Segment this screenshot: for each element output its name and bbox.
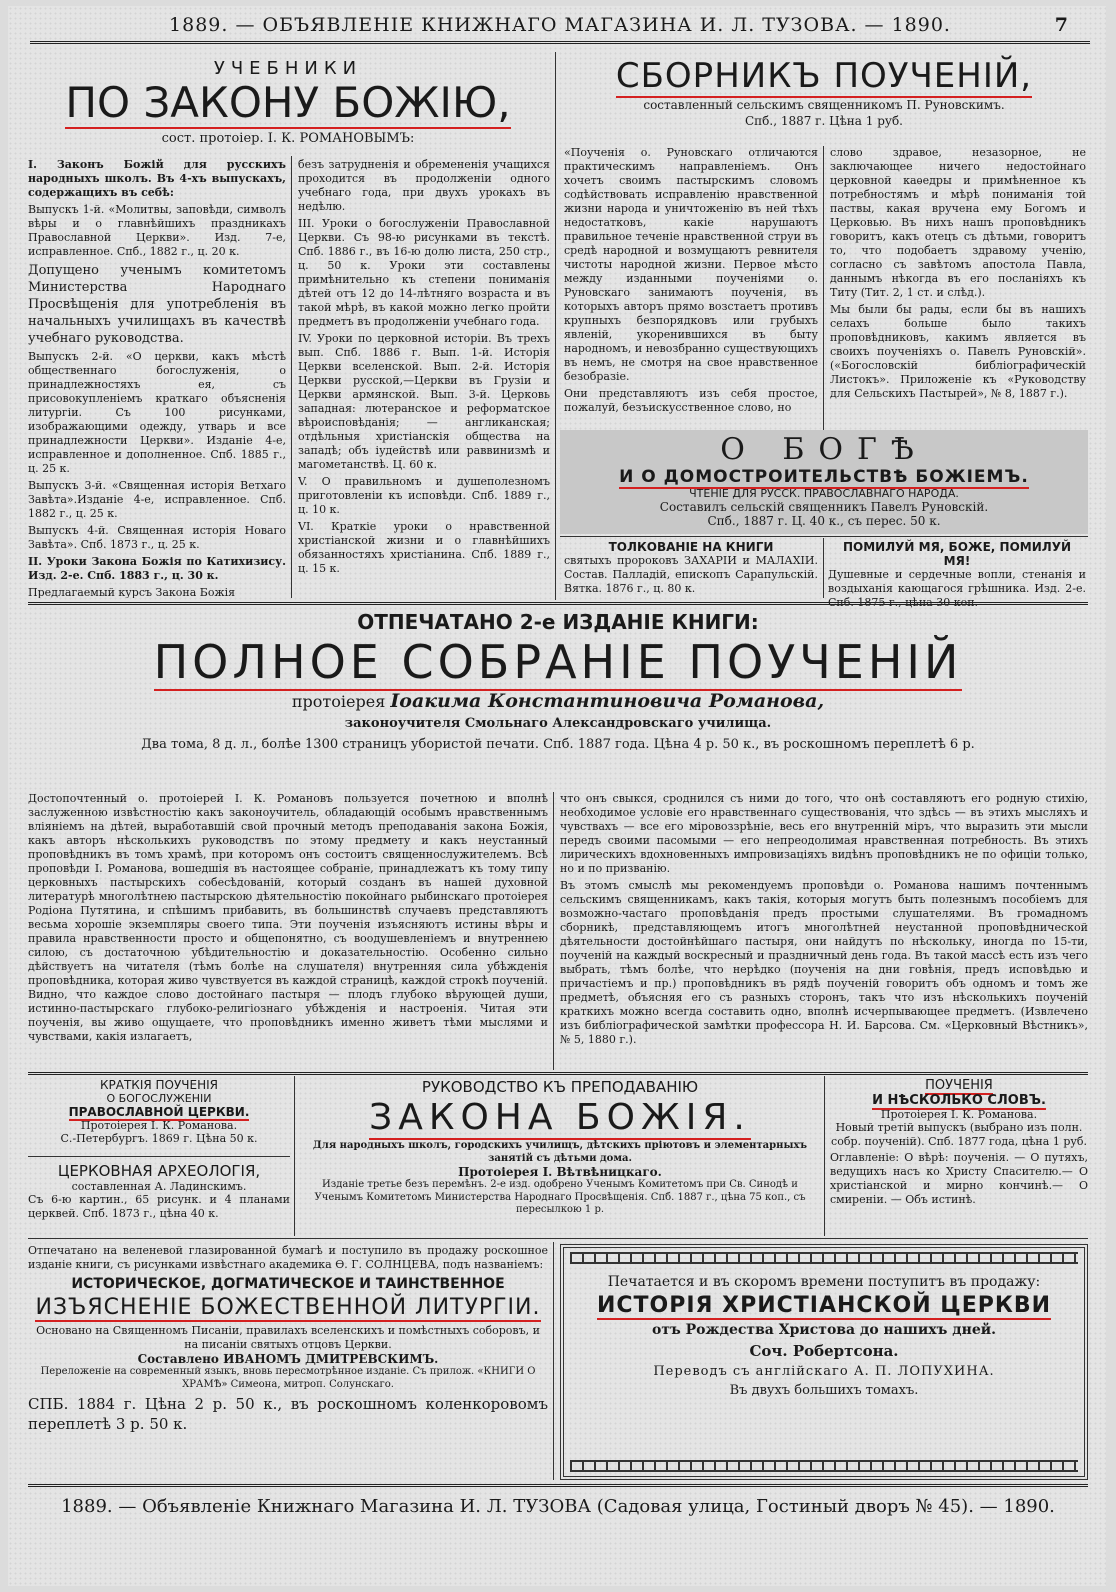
kratkie (28, 1078, 290, 1145)
liturgia-title: ИЗЪЯСНЕНІЕ БОЖЕСТВЕННОЙ ЛИТУРГІИ. (35, 1295, 541, 1320)
liturgia-price: СПБ. 1884 г. Цѣна 2 р. 50 к., въ роскошномъ коленкоровомъ переплетѣ 3 р. 50 к. (28, 1395, 548, 1433)
istoria-title: ИСТОРІЯ ХРИСТІАНСКОЙ ЦЕРКВИ (596, 1293, 1052, 1318)
obog-line2: Составилъ сельскій священникъ Павелъ Руновскій. (659, 500, 989, 514)
liturgia-l1: Основано на Священномъ Писаніи, правилахъ вселенскихъ и помѣстныхъ соборовъ, и на писаніи святыхъ отцовъ Церкви. (36, 1324, 540, 1351)
polnoe-heading (28, 610, 1088, 752)
textbooks-col2 (298, 158, 550, 598)
sbornik-subtitle: составленный сельскимъ священникомъ П. Руновскимъ. (643, 98, 1005, 112)
rukovodstvo-title: ЗАКОНА БОЖІЯ. (369, 1097, 751, 1138)
textbooks-item: IV. Уроки по церковной исторіи. Въ трехъ вып. Спб. 1886 г. Вып. 1-й. Исторія Церкви вселенской. Вып. 2-й. Исторія Церкви русской,—Церкви въ Грузіи и Церкви армянской. Вып. 3-й. Церковь западная: лютеранское и реформатское вѣроисповѣданія; — англиканская; отдѣльныя христіанскія общества на западѣ; объ іудействѣ или раввинизмѣ и магометанствѣ. Ц. 60 к. (298, 332, 550, 471)
page-footer: 1889. — Объявленіе Книжнаго Магазина И. Л. ТУЗОВА (Садовая улица, Гостиный дворъ № 45). — 1890. (61, 1496, 1055, 1517)
rukovodstvo-l3: Изданіе третье безъ перемѣнъ. 2-е изд. одобрено Ученымъ Комитетомъ при Св. Синодѣ и Ученымъ Комитетомъ Министерства Народнаго Просвѣщенія. Спб. 1887 г., цѣна 75 коп., съ пересылкою 1 р. (314, 1179, 806, 1215)
polnoe-author-pre: протоіерея (291, 692, 386, 711)
textbooks-col1 (28, 158, 286, 598)
sbornik-text: Они представляютъ изъ себя простое, пожалуй, безъискусственное слово, но (564, 387, 818, 414)
page-number: 7 (1054, 14, 1068, 36)
tolkovanie-title: ТОЛКОВАНІЕ НА КНИГИ (608, 540, 774, 554)
istoria-l1: Печатается и въ скоромъ времени поступитъ въ продажу: (607, 1274, 1041, 1290)
page-header (30, 6, 1090, 44)
header-title: 1889. — ОБЪЯВЛЕНІЕ КНИЖНАГО МАГАЗИНА И. Л. ТУЗОВА. — 1890. (169, 14, 951, 36)
pouchenia-l1: ПОУЧЕНІЯ (925, 1078, 993, 1093)
arkheologia-l2: Съ 6-ю картин., 65 рисунк. и 4 планами церквей. Спб. 1873 г., цѣна 40 к. (28, 1193, 290, 1220)
sbornik-price: Спб., 1887 г. Цѣна 1 руб. (744, 114, 903, 128)
polnoe-author: Іоакима Константиновича Романова, (390, 690, 825, 712)
arkheologia-l1: составленная А. Ладинскимъ. (71, 1180, 247, 1193)
pouchenia-l4: Новый третій выпускъ (выбрано изъ полн. собр. поученій). Спб. 1877 года, цѣна 1 руб. (831, 1121, 1087, 1148)
liturgia (28, 1244, 548, 1434)
sbornik-text: «Поученія о. Руновскаго отличаются практическимъ направленіемъ. Онъ хочетъ своимъ пастырскимъ словомъ содѣйствовать исправленію нравственной жизни народа и уничтоженію въ ней тѣхъ недостатковъ, какіе нарушаютъ правильное теченіе нравственной струи въ средѣ народной и возмущаютъ ревнителя чистоты народной жизни. Первое мѣсто между изданными поученіями о. Руновскаго занимаютъ поученія, въ которыхъ авторъ прямо возстаетъ противъ крупныхъ безпорядковъ или грубыхъ явленій, укоренившихся въ быту народномъ, и невозбранно существующихъ въ немъ, не смотря на свое нравственное безобразіе. (564, 146, 818, 383)
pomilui-title: ПОМИЛУЙ МЯ, БОЖЕ, ПОМИЛУЙ МЯ! (842, 540, 1072, 568)
polnoe-title: ПОЛНОЕ СОБРАНІЕ ПОУЧЕНІЙ (153, 635, 963, 689)
obog-line3: Спб., 1887 г. Ц. 40 к., съ перес. 50 к. (707, 514, 941, 528)
polnoe-text: что онъ свыкся, сроднился съ ними до того, что онѣ составляютъ его родную стихію, необходимое условіе его нравственнаго существованія, что здѣсь — въ этихъ мысляхъ и чувствахъ — все его міровоззрѣніе, весь его внутренній міръ, что выразить эти мысли передъ своими пасомыми — его непреодолимая нравственная потребность. Въ этихъ лирическихъ вдохновенныхъ импровизаціяхъ видѣнъ проповѣдникъ не по офиціи только, но и по призванію. (560, 792, 1088, 875)
textbooks-item: Выпускъ 3-й. «Священная исторія Ветхаго Завѣта».Изданіе 4-е, исправленное. Спб. 1882 г., ц. 25 к. (28, 479, 286, 520)
polnoe-details: Два тома, 8 д. л., болѣе 1300 страницъ убористой печати. Спб. 1887 года. Цѣна 4 р. 50 к., въ роскошномъ переплетѣ 6 р. (141, 737, 975, 752)
obog-title2: И О ДОМОСТРОИТЕЛЬСТВѢ БОЖІЕМЪ. (619, 467, 1029, 487)
textbooks-item: V. О правильномъ и душеполезномъ приготовленіи къ исповѣди. Спб. 1889 г., ц. 10 к. (298, 475, 550, 516)
pouchenia-l5: Оглавленіе: О вѣрѣ: поученія. — О путяхъ, ведущихъ насъ ко Христу Спасителю.— О христіанской и мирно кончинѣ.— О смиреніи. — Объ истинѣ. (830, 1151, 1088, 1206)
liturgia-intro: Отпечатано на веленевой глазированной бумагѣ и поступило въ продажу роскошное изданіе книги, съ рисунками извѣстнаго академика Ѳ. Г. СОЛНЦЕВА, подъ названіемъ: (28, 1244, 548, 1271)
rukovodstvo-kicker: РУКОВОДСТВО КЪ ПРЕПОДАВАНІЮ (421, 1078, 699, 1096)
istoria-l4: Переводъ съ англійскаго А. П. ЛОПУХИНА. (653, 1364, 995, 1379)
pouchenia-l2: И НѢСКОЛЬКО СЛОВЪ. (872, 1093, 1046, 1108)
textbooks-item: III. Уроки о богослуженіи Православной Церкви. Съ 98-ю рисунками въ текстѣ. Спб. 1886 г., въ 16-ю долю листа, 250 стр., ц. 50 к. Уроки эти составлены примѣнительно къ степени пониманія дѣтей отъ 12 до 14-лѣтняго возраста и въ такой мѣрѣ, въ какой можно легко пройти предметъ въ продолженіи учебнаго года. (298, 217, 550, 328)
textbooks-kicker: УЧЕБНИКИ (213, 58, 363, 79)
liturgia-l3: Переложеніе на современный языкъ, вновь пересмотрѣнное изданіе. Съ прилож. «КНИГИ О ХРАМѢ» Симеона, митроп. Солунскаго. (40, 1366, 536, 1390)
polnoe-text: Въ этомъ смыслѣ мы рекомендуемъ проповѣди о. Романова нашимъ почтеннымъ сельскимъ священникамъ, какъ такія, которыя могутъ быть полезнымъ пособіемъ для возможно-частаго проповѣданія предъ простыми слушателями. Въ громадномъ сборникѣ, представляющемъ итогъ многолѣтней неустанной проповѣднической дѣятельности достойнѣйшаго пастыря, они найдутъ по нѣскольку, иногда по 15-ти, поученій на каждый воскресный и праздничный день года. Въ такой массѣ есть изъ чего выбрать, тѣмъ болѣе, что нерѣдко (поученія на дни говѣнія, предъ исповѣдью и причастіемъ и пр.) проповѣдникъ въ рядѣ поученій говоритъ объ одномъ и томъ же предметѣ, объясняя его съ разныхъ сторонъ, такъ что изъ нѣсколькихъ поученій краткихъ можно всегда составить одно, вполнѣ исчерпывающее предметъ. (Извлечено изъ библіографической замѣтки профессора Н. И. Барсова. См. «Церковный Вѣстникъ», № 5, 1880 г.). (560, 879, 1088, 1046)
textbooks-item: Допущено ученымъ комитетомъ Министерства Народнаго Просвѣщенія для употребленія въ начальныхъ училищахъ въ качествѣ учебнаго руководства. (28, 263, 286, 346)
istoria-l5: Въ двухъ большихъ томахъ. (729, 1383, 919, 1398)
pouchenia (830, 1078, 1088, 1207)
istoria-box (560, 1244, 1088, 1480)
textbooks-item: VI. Краткіе уроки о нравственной христіанской жизни и о главнѣйшихъ обязанностяхъ христіанина. Спб. 1889 г., ц. 15 к. (298, 520, 550, 575)
istoria-l3: Соч. Робертсона. (749, 1342, 899, 1360)
textbooks-title: ПО ЗАКОНУ БОЖІЮ, (65, 78, 511, 127)
rukovodstvo-l1: Для народныхъ школъ, городскихъ училищъ, дѣтскихъ пріютовъ и элементарныхъ занятій съ дѣтьми дома. (312, 1140, 808, 1164)
rukovodstvo (300, 1078, 820, 1217)
kratkie-l1: КРАТКІЯ ПОУЧЕНІЯ (100, 1078, 218, 1092)
pomilui (828, 540, 1086, 610)
kratkie-l3: ПРАВОСЛАВНОЙ ЦЕРКВИ. (68, 1105, 250, 1119)
kratkie-l4: Протоіерея І. К. Романова. (80, 1119, 238, 1132)
polnoe-role: законоучителя Смольнаго Александровскаго училища. (344, 716, 772, 731)
pouchenia-l3: Протоіерея І. К. Романова. (880, 1108, 1038, 1121)
arkheologia-title: ЦЕРКОВНАЯ АРХЕОЛОГІЯ, (57, 1162, 261, 1180)
kratkie-l2: О БОГОСЛУЖЕНІИ (106, 1092, 212, 1105)
textbooks-item: Выпускъ 4-й. Священная исторія Новаго Завѣта». Спб. 1873 г., ц. 25 к. (28, 524, 286, 551)
textbooks-heading (28, 58, 548, 146)
sbornik-text: слово здравое, незазорное, не заключающее ничего недостойнаго церковной каѳедры и примѣненное къ потребностямъ и мѣрѣ пониманія той паствы, какая вручена ему Богомъ и Церковью. Въ нихъ нашъ проповѣдникъ говоритъ, какъ отецъ съ дѣтьми, говоритъ то, что подобаетъ здравому ученію, согласно съ завѣтомъ апостола Павла, даннымъ нѣкогда въ его посланіяхъ къ Титу (Тит. 2, 1 ст. и слѣд.). (830, 146, 1086, 299)
sbornik-heading (564, 54, 1084, 128)
textbooks-item: безъ затрудненія и обремененія учащихся проходится въ продолженіи одного учебнаго года, при двухъ урокахъ въ недѣлю. (298, 158, 550, 213)
sbornik-text: Мы были бы рады, если бы въ нашихъ селахъ больше было такихъ проповѣдниковъ, какимъ является въ своихъ поученіяхъ о. Павелъ Руновскій». («Богословскій библіографическій Листокъ». Приложеніе къ «Руководству для Сельскихъ Пастырей», № 8, 1887 г.). (830, 303, 1086, 400)
pomilui-body: Душевные и сердечные вопли, стенанія и воздыханія кающагося грѣшника. Изд. 2-е. Спб. 1875 г., цѣна 30 коп. (828, 568, 1086, 609)
istoria-l2: отъ Рождества Христова до нашихъ дней. (652, 1322, 996, 1338)
kratkie-l5: С.-Петербургъ. 1869 г. Цѣна 50 к. (60, 1132, 258, 1145)
textbooks-item: Выпускъ 2-й. «О церкви, какъ мѣстѣ общественнаго богослуженія, о принадлежностяхъ ея, съ присовокупленіемъ краткаго объясненія литургіи. Съ 100 рисунками, изображающими одежду, утварь и все принадлежности Церкви». Изданіе 4-е, исправленное и дополненное. Спб. 1885 г., ц. 25 к. (28, 350, 286, 475)
textbooks-item: Выпускъ 1-й. «Молитвы, заповѣди, символъ вѣры и о главнѣйшихъ праздникахъ Православной Церкви». Изд. 7-е, исправленное. Спб., 1882 г., ц. 20 к. (28, 203, 286, 258)
page (8, 6, 1106, 1586)
polnoe-kicker: ОТПЕЧАТАНО 2-е ИЗДАНІЕ КНИГИ: (357, 610, 759, 634)
sbornik-title: СБОРНИКЪ ПОУЧЕНІЙ, (615, 56, 1033, 96)
sbornik-col1 (564, 146, 818, 432)
polnoe-col2 (560, 792, 1088, 1070)
polnoe-col1 (28, 792, 548, 1070)
textbooks-item: I. Законъ Божій для русскихъ народныхъ школъ. Въ 4-хъ выпускахъ, содержащихъ въ себѣ: (28, 158, 286, 199)
textbooks-author: сост. протоіер. І. К. РОМАНОВЫМЪ: (161, 131, 415, 146)
sbornik-col2 (830, 146, 1086, 432)
polnoe-text: Достопочтенный о. протоіерей І. К. Романовъ пользуется почетною и вполнѣ заслуженною извѣстностію какъ законоучитель, обладающій особымъ нравственнымъ вліяніемъ на дѣтей, выработавшій свой прочный методъ преподаванія закона Божія, какъ авторъ нѣсколькихъ руководствъ по этому предмету и какъ неустанный проповѣдникъ въ томъ храмѣ, при которомъ онъ состоитъ священнослужителемъ. Всѣ проповѣди І. Романова, вошедшія въ настоящее собраніе, принадлежатъ къ тому типу церковныхъ пастырскихъ собесѣдованій, который созданъ въ нашей духовной литературѣ многолѣтнею пастырскою дѣятельностію покойнаго рыбинскаго протоіерея Родіона Путятина, и спѣшимъ прибавить, въ большинствѣ случаевъ представляютъ весьма хорошіе экземпляры своего типа. Эти поученія изъясняютъ истины вѣры и правила нравственности просто и общепонятно, съ воодушевленіемъ и внутреннею силою, съ достаточною убѣдительностію и доказательностію. Особенно сильно дѣйствуетъ на читателя (тѣмъ болѣе на слушателя) внутренняя сила убѣжденія проповѣдника, которая живо чувствуется въ каждой страницѣ, каждой строкѣ поученій. Видно, что каждое слово достойнаго пастыря — плодъ глубоко вѣрующей души, истинно-пастырскаго глубоко-религіознаго убѣжденія и настроенія. Читая эти поученія, вы живо ощущаете, что проповѣдникъ именно живетъ тѣми мыслями и чувствами, какія излагаетъ, (28, 792, 548, 1043)
liturgia-l2: Составлено ИВАНОМЪ ДМИТРЕВСКИМЪ. (137, 1352, 439, 1366)
obog-line1: ЧТЕНІЕ ДЛЯ РУССК. ПРАВОСЛАВНАГО НАРОДА. (689, 487, 959, 500)
arkheologia (28, 1162, 290, 1221)
obog-box (560, 430, 1088, 534)
liturgia-kicker: ИСТОРИЧЕСКОЕ, ДОГМАТИЧЕСКОЕ И ТАИНСТВЕННОЕ (71, 1276, 505, 1292)
tolkovanie-body: святыхъ пророковъ ЗАХАРІИ и МАЛАХІИ. Состав. Палладій, епископъ Сарапульскій. Вятка. 1876 г., ц. 80 к. (564, 554, 818, 595)
textbooks-item: Предлагаемый курсъ Закона Божія (28, 586, 236, 598)
textbooks-item: II. Уроки Закона Божія по Катихизису. Изд. 2-е. Спб. 1883 г., ц. 30 к. (28, 555, 286, 582)
tolkovanie (564, 540, 818, 596)
obog-title1: О БОГѢ (720, 432, 928, 467)
rukovodstvo-l2: Протоіерея І. Вѣтвѣницкаго. (458, 1165, 662, 1179)
